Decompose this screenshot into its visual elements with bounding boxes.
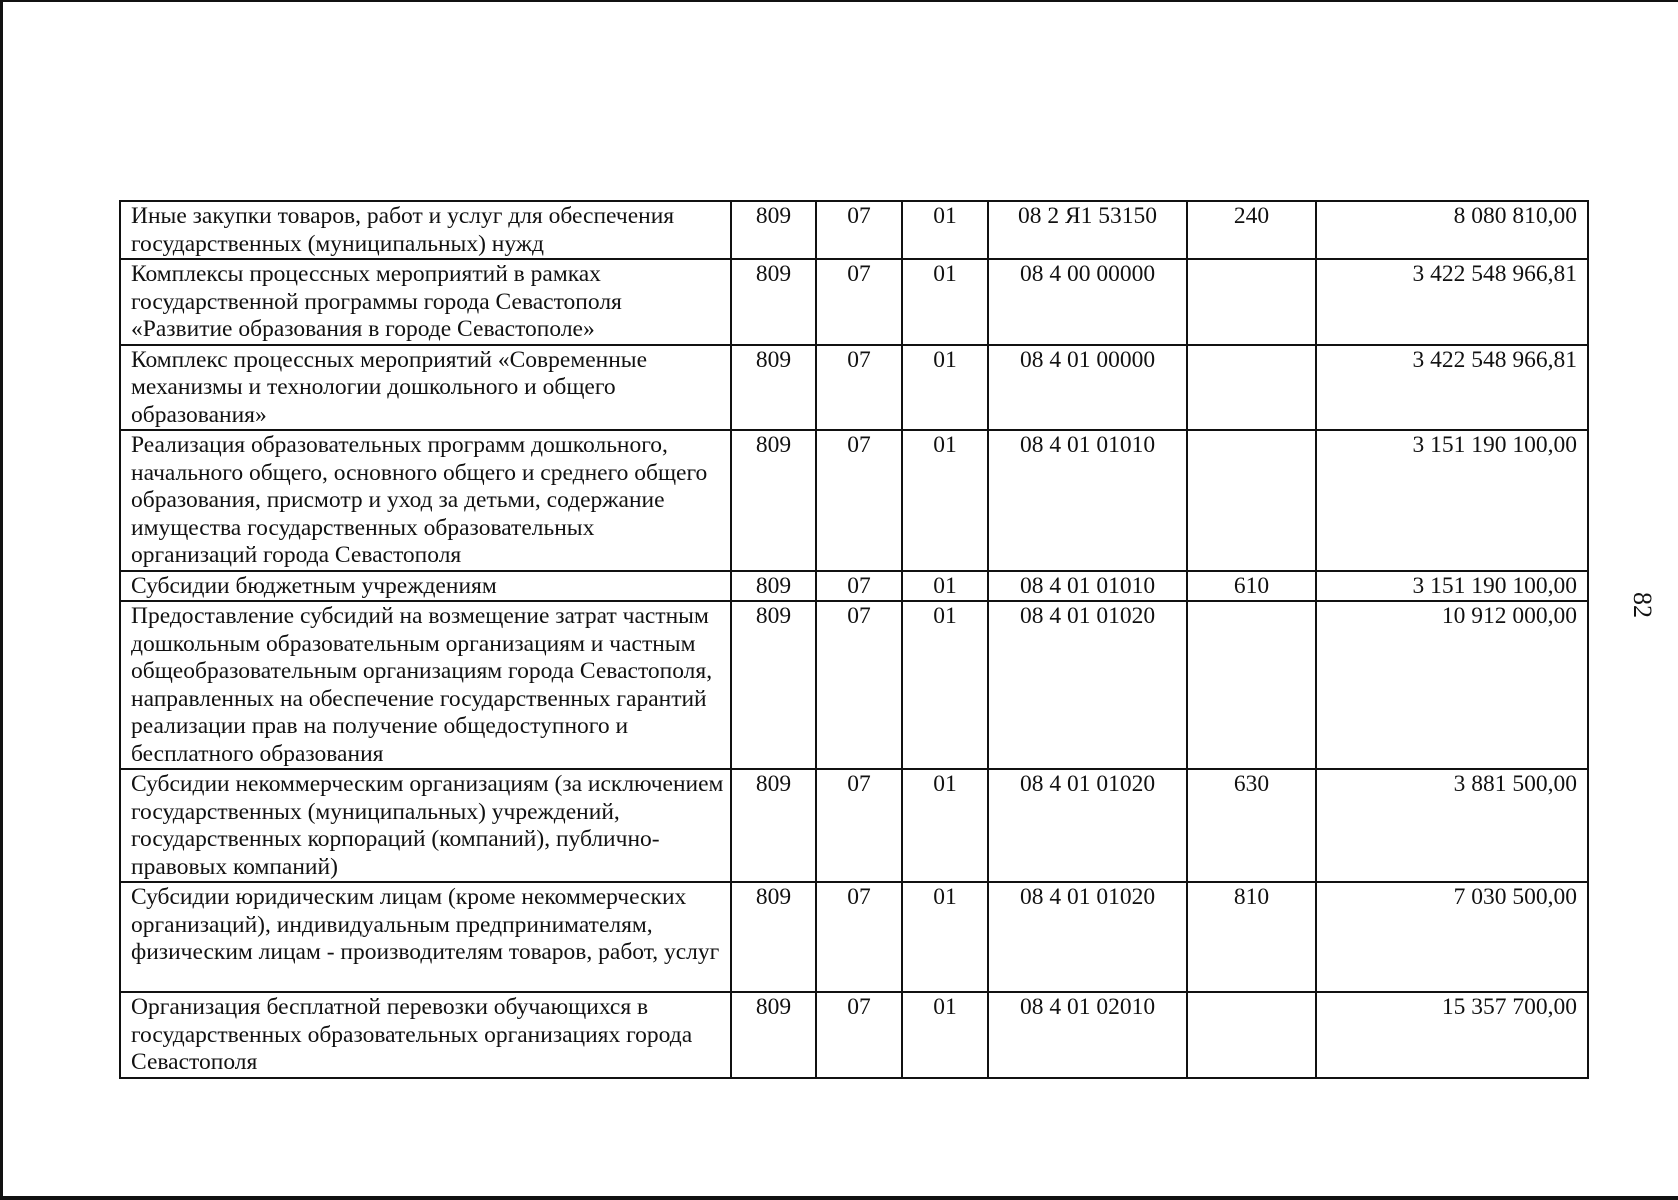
row-ved: 809: [731, 259, 816, 345]
table-row: [120, 992, 1588, 1078]
row-name: Субсидии некоммерческим организациям (за исключением государственных (муниципальных) учреждений, государственных корпораций (компаний), публично-правовых компаний): [120, 769, 731, 882]
row-csr: 08 4 01 02010: [988, 992, 1187, 1078]
table-row: [120, 882, 1588, 992]
row-ved: 809: [731, 201, 816, 259]
table-row: [120, 571, 1588, 602]
row-rz: 07: [816, 601, 902, 769]
row-ved: 809: [731, 769, 816, 882]
row-csr: 08 4 01 01010: [988, 571, 1187, 602]
row-vr: [1187, 601, 1316, 769]
row-amount: 3 422 548 966,81: [1316, 345, 1588, 431]
row-name: Субсидии юридическим лицам (кроме некоммерческих организаций), индивидуальным предпринимателям, физическим лицам - производителям товаров, работ, услуг: [120, 882, 731, 992]
row-vr: [1187, 345, 1316, 431]
row-name: Комплекс процессных мероприятий «Современные механизмы и технологии дошкольного и общего образования»: [120, 345, 731, 431]
row-csr: 08 4 01 01020: [988, 882, 1187, 992]
row-csr: 08 4 01 01020: [988, 769, 1187, 882]
table-row: [120, 769, 1588, 882]
scan-edge-bottom: [0, 1196, 1678, 1200]
row-rz: 07: [816, 992, 902, 1078]
row-ved: 809: [731, 430, 816, 571]
row-amount: 8 080 810,00: [1316, 201, 1588, 259]
row-vr: [1187, 992, 1316, 1078]
row-ved: 809: [731, 571, 816, 602]
row-rz: 07: [816, 769, 902, 882]
row-name: Иные закупки товаров, работ и услуг для обеспечения государственных (муниципальных) нужд: [120, 201, 731, 259]
row-csr: 08 2 Я1 53150: [988, 201, 1187, 259]
row-amount: 3 151 190 100,00: [1316, 571, 1588, 602]
scan-edge-left: [0, 0, 3, 1200]
row-pr: 01: [902, 769, 988, 882]
table-row: [120, 601, 1588, 769]
budget-table: [119, 200, 1589, 1079]
scan-edge-top: [0, 0, 1678, 2]
row-csr: 08 4 01 00000: [988, 345, 1187, 431]
row-vr: 240: [1187, 201, 1316, 259]
row-ved: 809: [731, 882, 816, 992]
row-rz: 07: [816, 201, 902, 259]
row-rz: 07: [816, 259, 902, 345]
row-pr: 01: [902, 882, 988, 992]
page-number: 82: [1628, 592, 1657, 618]
row-amount: 3 151 190 100,00: [1316, 430, 1588, 571]
table-row: [120, 345, 1588, 431]
row-vr: [1187, 430, 1316, 571]
table-row: [120, 201, 1588, 259]
table-row: [120, 259, 1588, 345]
row-rz: 07: [816, 345, 902, 431]
row-csr: 08 4 00 00000: [988, 259, 1187, 345]
row-ved: 809: [731, 601, 816, 769]
row-pr: 01: [902, 571, 988, 602]
row-ved: 809: [731, 992, 816, 1078]
row-name: Субсидии бюджетным учреждениям: [120, 571, 731, 602]
row-amount: 7 030 500,00: [1316, 882, 1588, 992]
row-amount: 3 881 500,00: [1316, 769, 1588, 882]
row-csr: 08 4 01 01020: [988, 601, 1187, 769]
row-vr: [1187, 259, 1316, 345]
row-vr: 630: [1187, 769, 1316, 882]
row-name: Организация бесплатной перевозки обучающихся в государственных образовательных организациях города Севастополя: [120, 992, 731, 1078]
row-amount: 15 357 700,00: [1316, 992, 1588, 1078]
row-pr: 01: [902, 430, 988, 571]
row-vr: 610: [1187, 571, 1316, 602]
row-pr: 01: [902, 601, 988, 769]
row-pr: 01: [902, 259, 988, 345]
row-name: Комплексы процессных мероприятий в рамках государственной программы города Севастополя «Развитие образования в городе Севастополе»: [120, 259, 731, 345]
row-amount: 3 422 548 966,81: [1316, 259, 1588, 345]
row-rz: 07: [816, 882, 902, 992]
row-pr: 01: [902, 201, 988, 259]
row-pr: 01: [902, 992, 988, 1078]
row-csr: 08 4 01 01010: [988, 430, 1187, 571]
table-row: [120, 430, 1588, 571]
row-rz: 07: [816, 571, 902, 602]
row-ved: 809: [731, 345, 816, 431]
row-name: Предоставление субсидий на возмещение затрат частным дошкольным образовательным организациям и частным общеобразовательным организациям города Севастополя, направленных на обеспечение государственных гарантий реализации прав на получение общедоступного и бесплатного образования: [120, 601, 731, 769]
row-amount: 10 912 000,00: [1316, 601, 1588, 769]
row-rz: 07: [816, 430, 902, 571]
row-vr: 810: [1187, 882, 1316, 992]
row-pr: 01: [902, 345, 988, 431]
row-name: Реализация образовательных программ дошкольного, начального общего, основного общего и среднего общего образования, присмотр и уход за детьми, содержание имущества государственных образовательных организаций города Севастополя: [120, 430, 731, 571]
